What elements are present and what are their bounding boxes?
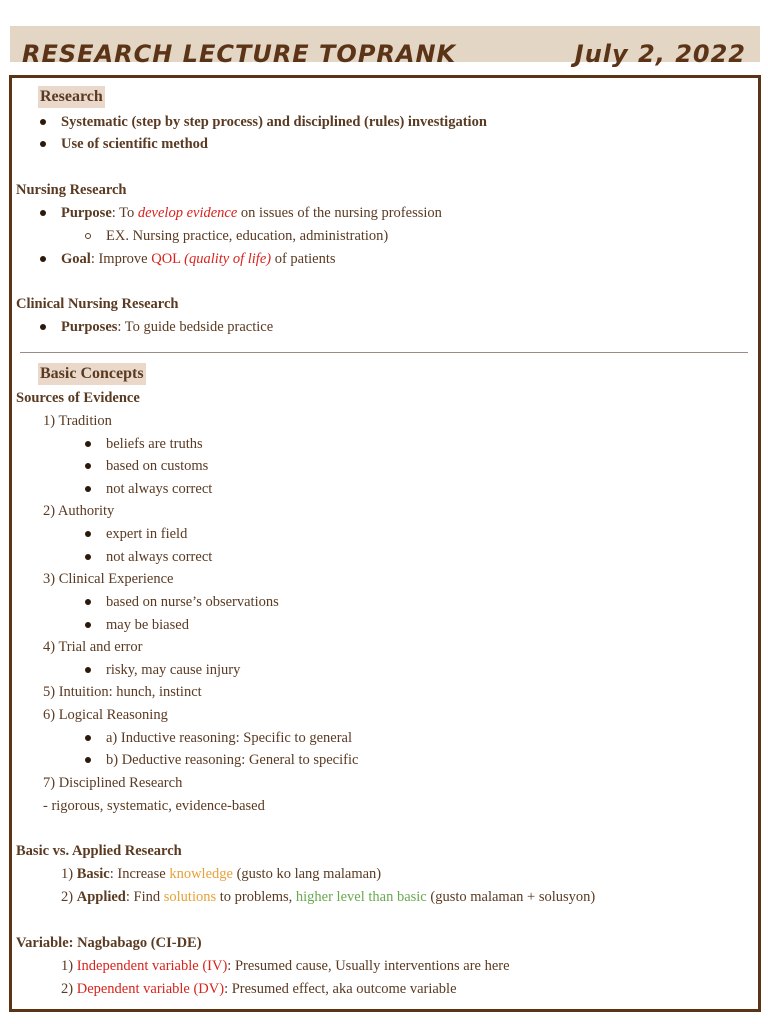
nursing-goal-line: Goal: Improve QOL (quality of life) of patients	[61, 251, 336, 267]
bullet-icon	[40, 119, 46, 125]
research-bullet-2: Use of scientific method	[61, 136, 208, 152]
page-date: July 2, 2022	[574, 40, 746, 68]
source-logical-reasoning: 6) Logical Reasoning	[43, 707, 168, 723]
bullet-icon	[85, 735, 91, 741]
list-item: not always correct	[106, 481, 213, 497]
bullet-icon	[85, 441, 91, 447]
source-disciplined-research: 7) Disciplined Research	[43, 775, 183, 791]
bullet-icon	[40, 141, 46, 147]
list-item: a) Inductive reasoning: Specific to general	[106, 730, 352, 746]
bullet-icon	[40, 210, 46, 216]
bullet-icon	[85, 622, 91, 628]
basic-research-line: 1) Basic: Increase knowledge (gusto ko lang malaman)	[61, 866, 382, 882]
dependent-variable-line: 2) Dependent variable (DV): Presumed effect, aka outcome variable	[61, 981, 457, 997]
independent-variable-line: 1) Independent variable (IV): Presumed cause, Usually interventions are here	[61, 958, 510, 974]
research-bullet-1: Systematic (step by step process) and disciplined (rules) investigation	[61, 114, 487, 130]
sub-bullet-icon	[85, 233, 91, 239]
bullet-icon	[40, 256, 46, 262]
bullet-icon	[85, 531, 91, 537]
list-item: b) Deductive reasoning: General to specific	[106, 752, 359, 768]
disciplined-research-note: - rigorous, systematic, evidence-based	[43, 798, 265, 814]
source-authority: 2) Authority	[43, 503, 115, 519]
nursing-purpose-sub: EX. Nursing practice, education, administration)	[106, 228, 389, 244]
list-item: expert in field	[106, 526, 188, 542]
bullet-icon	[85, 463, 91, 469]
page-title: RESEARCH LECTURE TOPRANK	[22, 40, 457, 68]
sources-heading: Sources of Evidence	[16, 390, 140, 406]
bullet-icon	[85, 554, 91, 560]
basic-vs-applied-heading: Basic vs. Applied Research	[16, 843, 182, 859]
research-heading: Research	[38, 88, 105, 106]
list-item: based on nurse’s observations	[106, 594, 279, 610]
source-intuition: 5) Intuition: hunch, instinct	[43, 684, 202, 700]
clinical-purposes-line: Purposes: To guide bedside practice	[61, 319, 274, 335]
source-trial-error: 4) Trial and error	[43, 639, 143, 655]
list-item: risky, may cause injury	[106, 662, 241, 678]
bullet-icon	[85, 599, 91, 605]
section-divider	[20, 352, 748, 353]
bullet-icon	[85, 757, 91, 763]
clinical-research-heading: Clinical Nursing Research	[16, 296, 179, 312]
basic-concepts-heading: Basic Concepts	[38, 365, 146, 383]
header-banner	[10, 26, 760, 68]
bullet-icon	[85, 486, 91, 492]
nursing-research-heading: Nursing Research	[16, 182, 127, 198]
applied-research-line: 2) Applied: Find solutions to problems, higher level than basic (gusto malaman + solusyon)	[61, 889, 596, 905]
bullet-icon	[85, 667, 91, 673]
list-item: beliefs are truths	[106, 436, 203, 452]
nursing-purpose-line: Purpose: To develop evidence on issues of the nursing profession	[61, 205, 442, 221]
variable-heading: Variable: Nagbabago (CI-DE)	[16, 935, 202, 951]
list-item: may be biased	[106, 617, 189, 633]
list-item: based on customs	[106, 458, 209, 474]
source-clinical-experience: 3) Clinical Experience	[43, 571, 174, 587]
source-tradition: 1) Tradition	[43, 413, 112, 429]
list-item: not always correct	[106, 549, 213, 565]
bullet-icon	[40, 324, 46, 330]
